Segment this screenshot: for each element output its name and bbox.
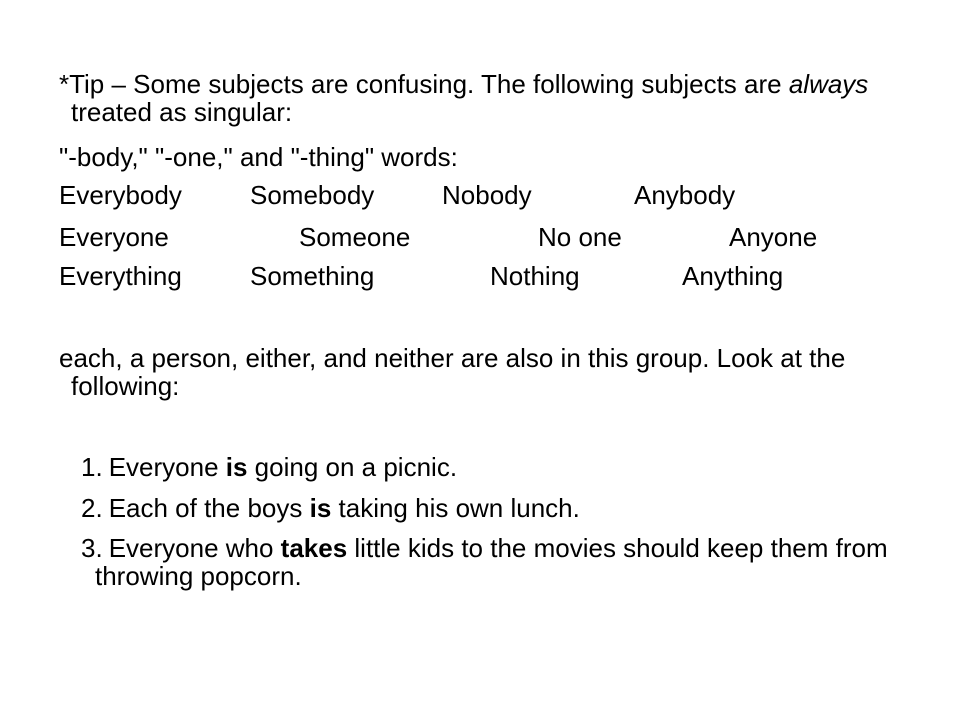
word-anyone: Anyone: [729, 222, 818, 252]
example-2-end: taking his own lunch.: [331, 493, 580, 523]
example-3-number: 3.: [81, 533, 103, 563]
tip-intro-start: *Tip – Some subjects are confusing. The following subjects are: [59, 69, 789, 99]
group-note: each, a person, either, and neither are also in this group. Look at the following:: [59, 343, 846, 401]
tip-intro-emphasis: always: [788, 69, 869, 99]
example-3-start: Everyone who: [108, 533, 281, 563]
word-someone: Someone: [299, 222, 411, 252]
example-1-number: 1.: [81, 452, 103, 482]
words-heading: "-body," "-one," and "-thing" words:: [59, 142, 458, 172]
word-no-one: No one: [538, 222, 622, 252]
example-1-end: going on a picnic.: [247, 452, 458, 482]
word-somebody: Somebody: [250, 180, 375, 210]
example-1: [81, 453, 881, 481]
example-1-start: Everyone: [108, 452, 226, 482]
tip-intro: [59, 70, 891, 126]
word-everything: Everything: [59, 261, 182, 291]
example-2-verb: is: [309, 493, 332, 523]
word-nobody: Nobody: [442, 180, 532, 210]
word-everyone: Everyone: [59, 222, 169, 252]
example-2-start: Each of the boys: [108, 493, 310, 523]
word-anybody: Anybody: [634, 180, 736, 210]
example-1-verb: is: [225, 452, 248, 482]
word-something: Something: [250, 261, 375, 291]
example-2: [81, 494, 881, 522]
example-3-verb: takes: [280, 533, 348, 563]
word-nothing: Nothing: [490, 261, 580, 291]
tip-intro-end: treated as singular:: [71, 97, 293, 127]
example-3-end: little kids to the movies should keep them from throwing popcorn.: [95, 533, 888, 591]
word-anything: Anything: [682, 261, 784, 291]
word-everybody: Everybody: [59, 180, 182, 210]
example-2-number: 2.: [81, 493, 103, 523]
example-3: [81, 534, 895, 590]
